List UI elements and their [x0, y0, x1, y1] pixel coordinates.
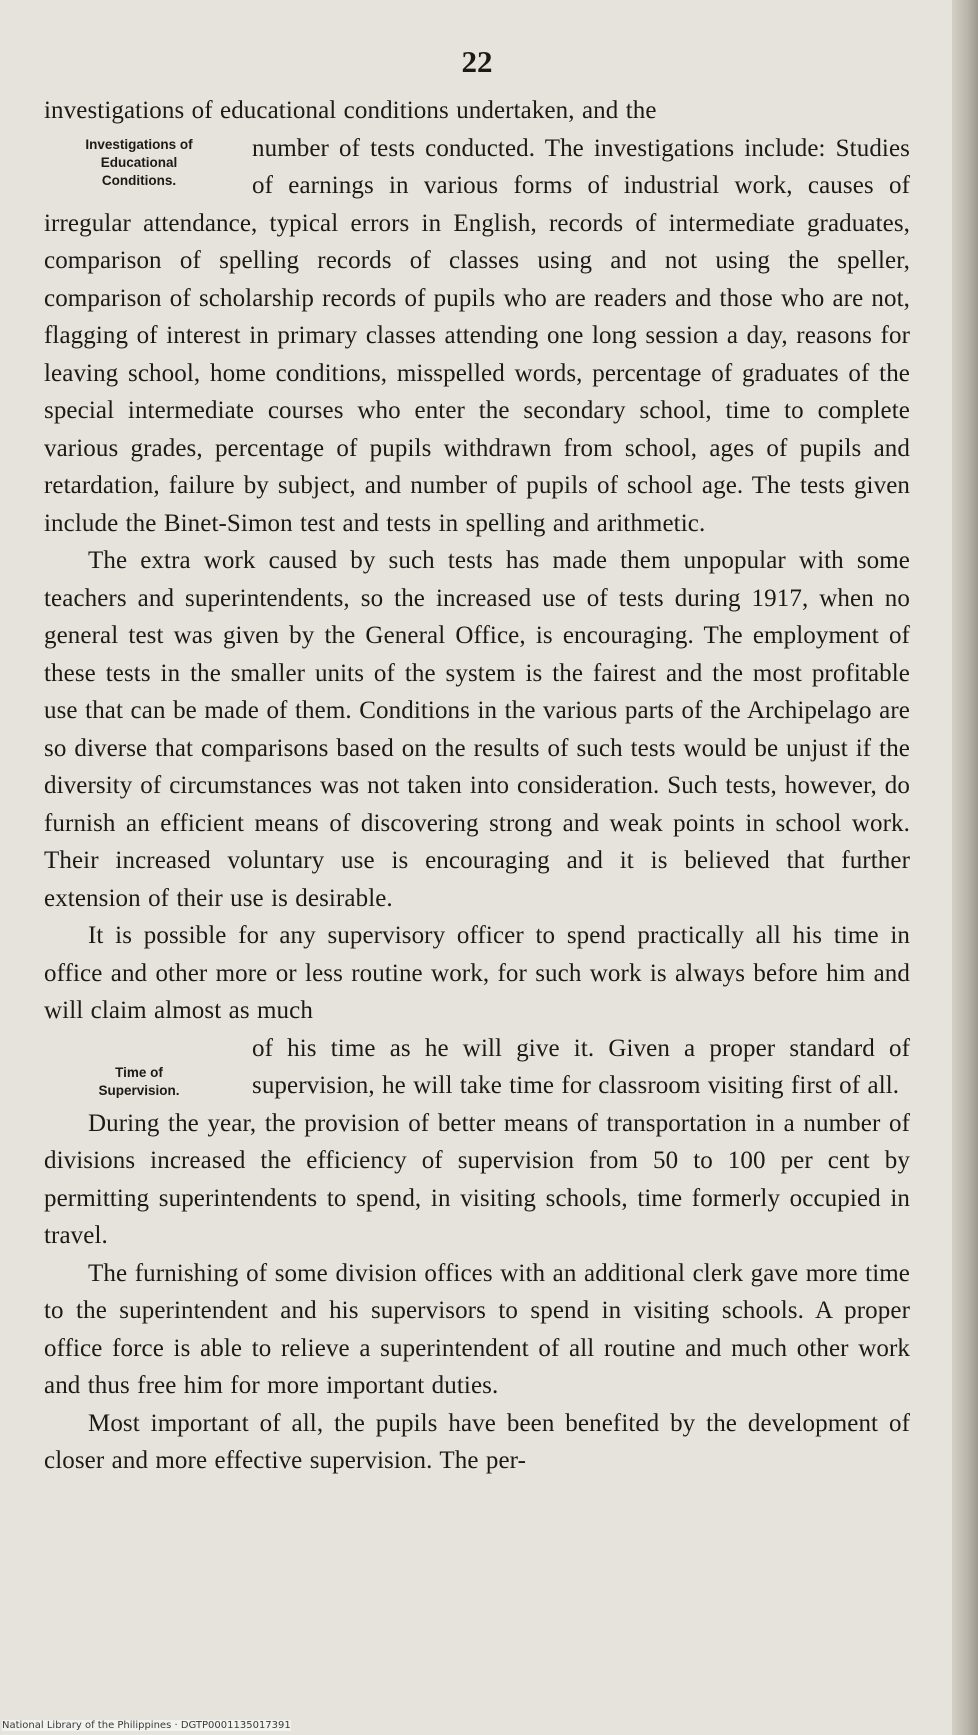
paragraph-5: The furnishing of some division offices with an additional clerk gave more time to the superintendent and his supervisors to spend in visiting schools. A proper office force is able to relieve a superintendent of all routine and much other work and thus free him for more important duties. — [44, 1259, 910, 1399]
page-edge-shadow — [952, 0, 978, 1735]
margin-note-line: Conditions. — [101, 172, 177, 188]
margin-note-line: Time of — [115, 1064, 163, 1080]
margin-note-line: Investigations of — [85, 136, 193, 152]
paragraph-4: During the year, the provision of better means of transportation in a number of divisions increased the efficiency of supervision from 50 to 100 per cent by permitting superintendents to spend, in visiting schools, time formerly occupied in travel. — [44, 1109, 910, 1249]
page-number: 22 — [461, 44, 493, 79]
paragraph-1-lead: investigations of educational conditions undertaken, and the — [44, 97, 657, 124]
margin-note-investigations — [44, 136, 234, 190]
paragraph-1-body: number of tests conducted. The investigations include: Studies of earnings in various forms of industrial work, causes of irregular attendance, typical errors in English, records of intermediate graduates, comparison of spelling records of classes using and not using the speller, comparison of scholarship records of pupils who are readers and those who are not, flagging of interest in primary classes attending one long session a day, reasons for leaving school, home conditions, misspelled words, percentage of graduates of the special intermediate courses who enter the secondary school, time to complete various grades, percentage of pupils withdrawn from school, ages of pupils and retardation, failure by subject, and number of pupils of school age. The tests given include the Binet-Simon test and tests in spelling and arithmetic. — [44, 134, 910, 537]
margin-note-supervision — [44, 1064, 234, 1100]
margin-note-line: Supervision. — [98, 1082, 180, 1098]
document-page — [44, 42, 910, 1682]
paragraph-3-lead: It is possible for any supervisory officer to spend practically all his time in office and other more or less routine work, for such work is always before him and will claim almost as much — [44, 922, 910, 1024]
paragraph-6: Most important of all, the pupils have been benefited by the development of closer and more effective supervision. The per- — [44, 1409, 910, 1474]
paragraph-2: The extra work caused by such tests has made them unpopular with some teachers and superintendents, so the increased use of tests during 1917, when no general test was given by the General Office, is encouraging. The employment of these tests in the smaller units of the system is the fairest and the most profitable use that can be made of them. Conditions in the various parts of the Archipelago are so diverse that comparisons based on the results of such tests would be unjust if the diversity of circumstances was not taken into consideration. Such tests, however, do furnish an efficient means of discovering strong and weak points in school work. Their increased voluntary use is encouraging and it is believed that further extension of their use is desirable. — [44, 547, 910, 912]
margin-note-line: Educational — [100, 154, 178, 170]
paragraph-3-body: of his time as he will give it. Given a proper standard of supervision, he will take time for classroom visiting first of all. — [252, 1034, 910, 1099]
scan-footer-label: National Library of the Philippines · DGTP0001135017391 — [2, 1720, 291, 1731]
